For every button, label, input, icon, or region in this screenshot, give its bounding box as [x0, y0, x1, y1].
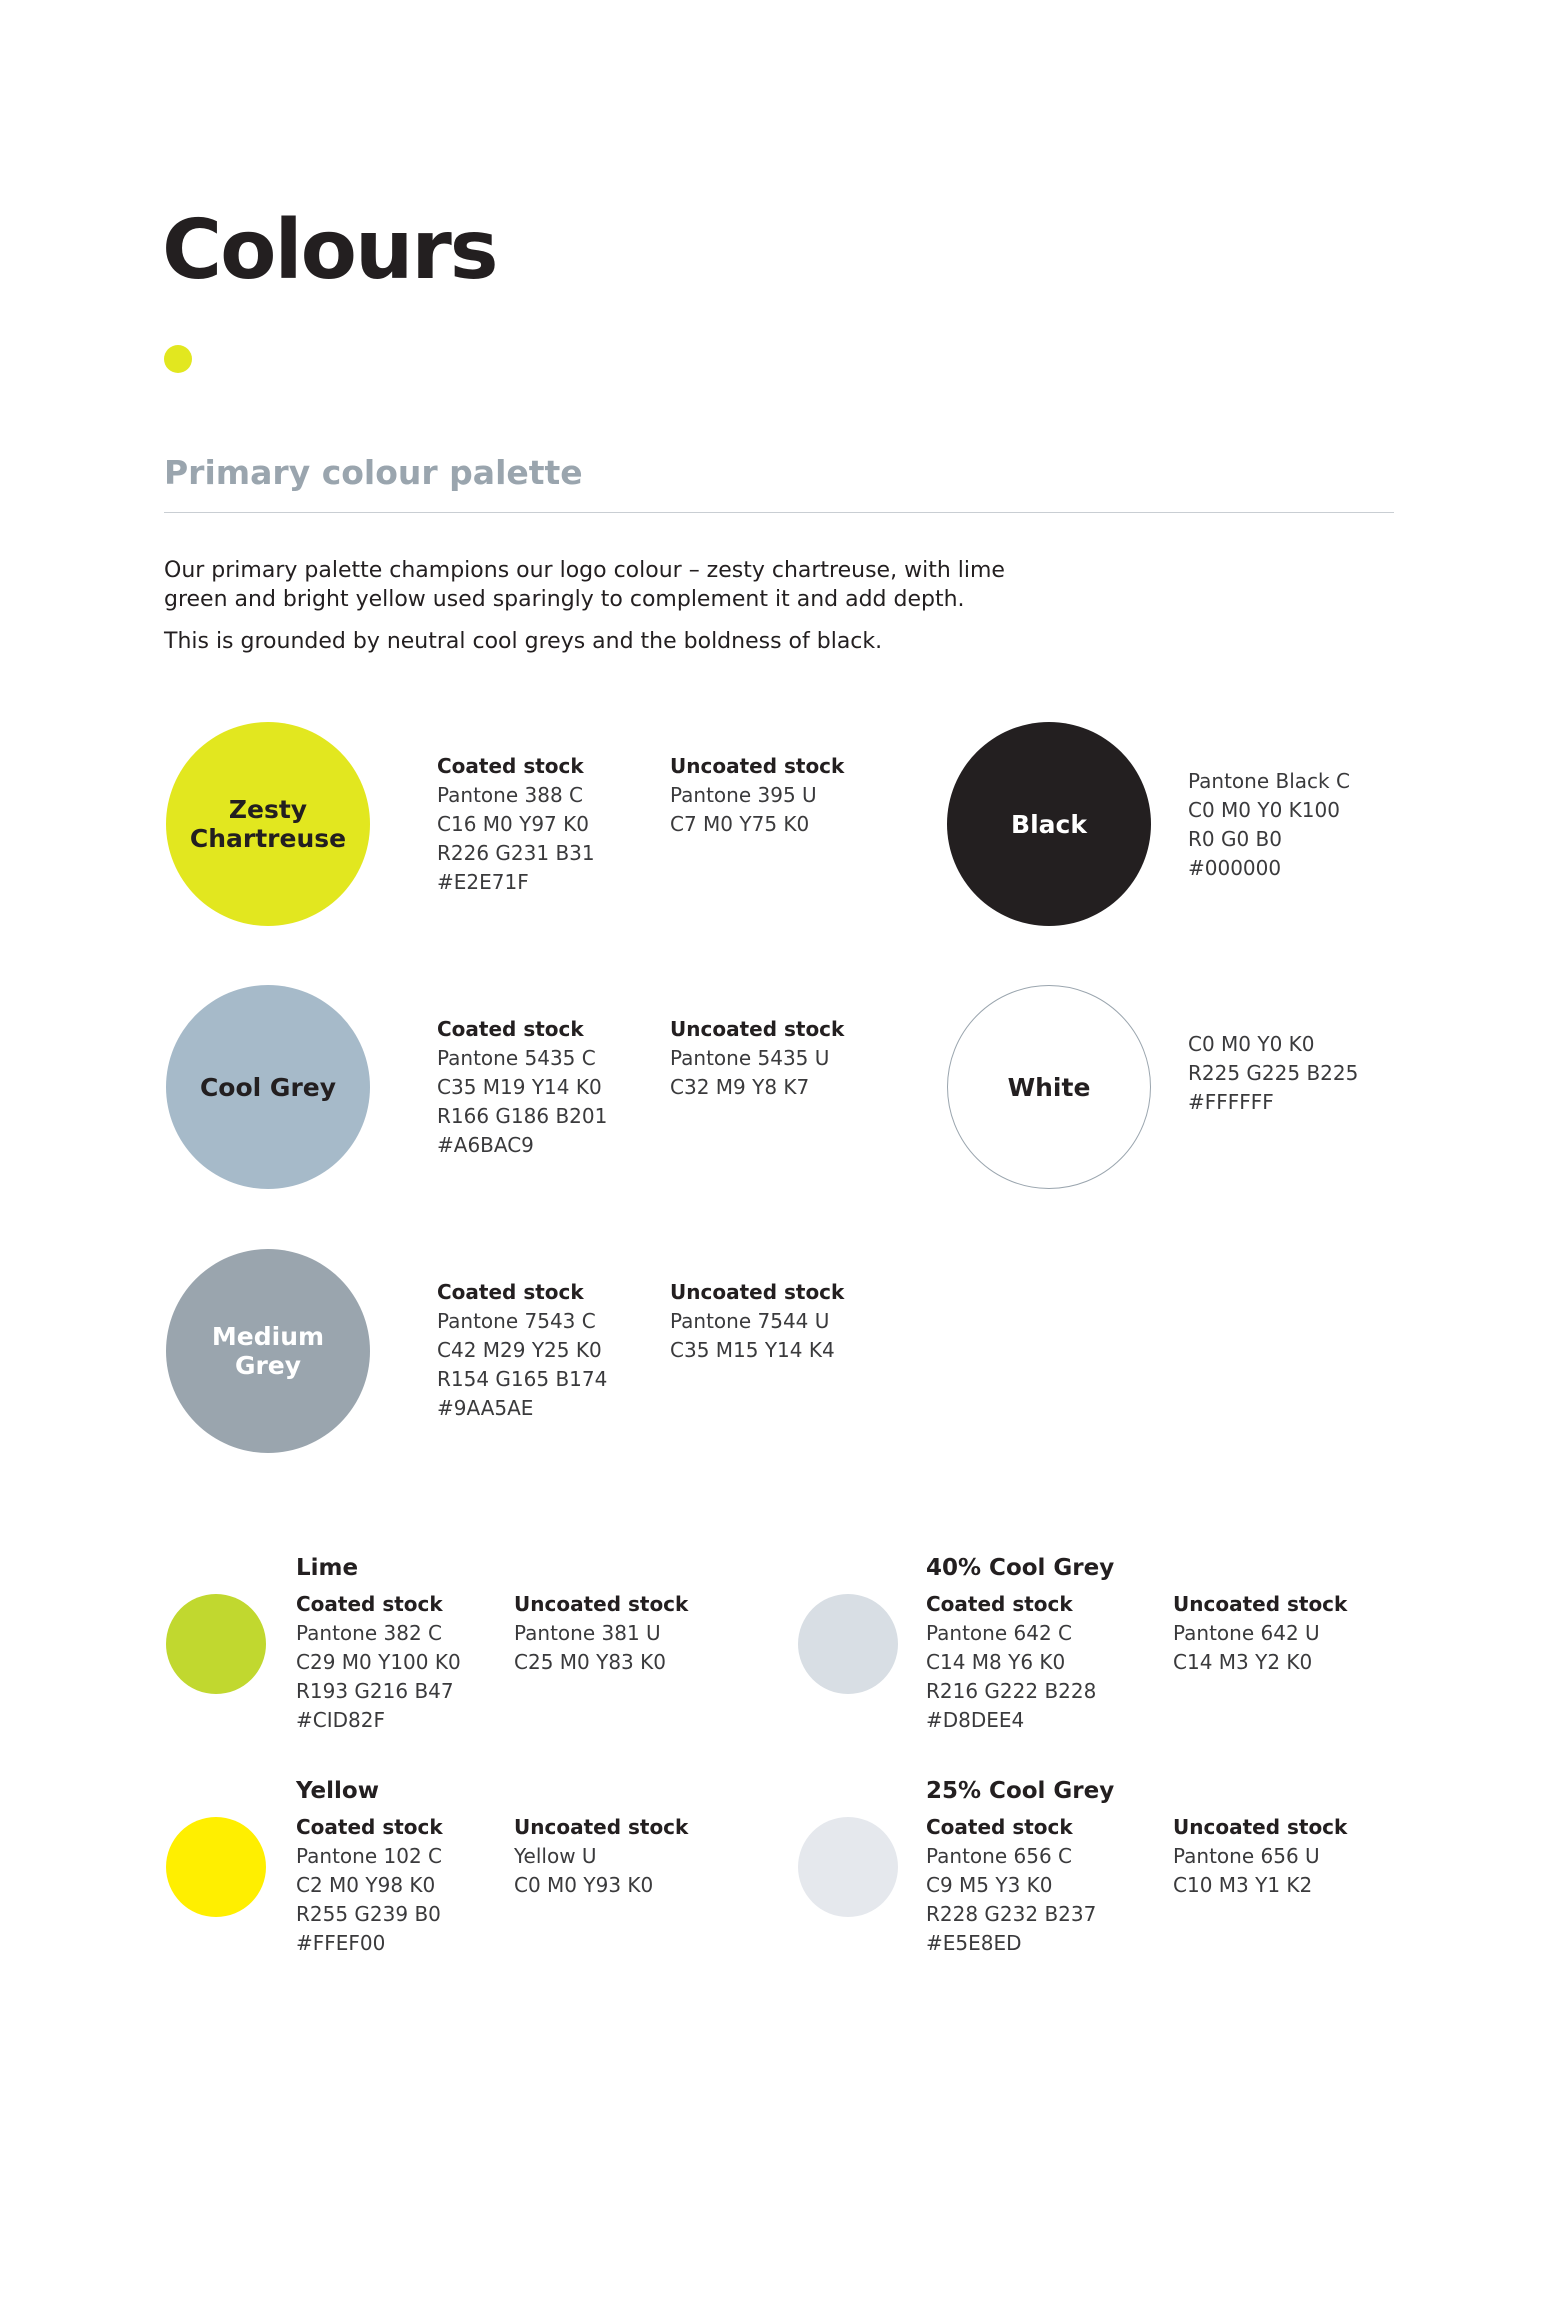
swatch-label: White — [1007, 1072, 1091, 1102]
uncoated-heading: Uncoated stock — [514, 1592, 689, 1616]
swatch-40-cool-grey — [798, 1594, 898, 1694]
coated-spec-medium-grey — [437, 1278, 607, 1423]
coated-spec-25-cool-grey — [926, 1813, 1096, 1958]
swatch-25-cool-grey — [798, 1817, 898, 1917]
coated-heading: Coated stock — [926, 1592, 1073, 1616]
swatch-lime — [166, 1594, 266, 1694]
spec-line: Pantone 395 U — [670, 783, 817, 807]
colour-name-yellow: Yellow — [296, 1778, 379, 1804]
swatch-label: Black — [1011, 809, 1087, 839]
uncoated-heading: Uncoated stock — [514, 1815, 689, 1839]
accent-dot — [164, 345, 192, 373]
spec-line: C0 M0 Y93 K0 — [514, 1873, 654, 1897]
uncoated-spec-lime — [514, 1590, 688, 1677]
spec-line: #E2E71F — [437, 870, 529, 894]
uncoated-heading: Uncoated stock — [670, 1017, 845, 1041]
uncoated-spec-40-cool-grey — [1173, 1590, 1347, 1677]
spec-line: C29 M0 Y100 K0 — [296, 1650, 461, 1674]
coated-spec-yellow — [296, 1813, 443, 1958]
swatch-medium-grey — [166, 1249, 370, 1453]
section-divider — [164, 512, 1394, 513]
spec-line: Pantone 381 U — [514, 1621, 661, 1645]
spec-line: Pantone 382 C — [296, 1621, 443, 1645]
spec-line: C9 M5 Y3 K0 — [926, 1873, 1053, 1897]
spec-line: Pantone 388 C — [437, 783, 584, 807]
swatch-label: Zesty Chartreuse — [189, 795, 347, 853]
spec-line: C14 M8 Y6 K0 — [926, 1650, 1066, 1674]
spec-line: C7 M0 Y75 K0 — [670, 812, 810, 836]
uncoated-spec-yellow — [514, 1813, 688, 1900]
spec-line: Pantone 7544 U — [670, 1309, 830, 1333]
spec-line: C35 M15 Y14 K4 — [670, 1338, 835, 1362]
spec-line: C10 M3 Y1 K2 — [1173, 1873, 1313, 1897]
coated-heading: Coated stock — [296, 1592, 443, 1616]
colour-name-40-cool-grey: 40% Cool Grey — [926, 1555, 1115, 1581]
spec-line: Yellow U — [514, 1844, 597, 1868]
section-heading: Primary colour palette — [164, 453, 583, 492]
coated-heading: Coated stock — [296, 1815, 443, 1839]
spec-line: R225 G225 B225 — [1188, 1061, 1359, 1085]
uncoated-heading: Uncoated stock — [670, 1280, 845, 1304]
spec-line: R255 G239 B0 — [296, 1902, 441, 1926]
spec-line: Pantone 5435 U — [670, 1046, 830, 1070]
spec-line: Pantone 656 U — [1173, 1844, 1320, 1868]
spec-line: R166 G186 B201 — [437, 1104, 608, 1128]
spec-line: Pantone Black C — [1188, 769, 1350, 793]
coated-spec-zesty-chartreuse — [437, 752, 595, 897]
spec-line: R0 G0 B0 — [1188, 827, 1283, 851]
uncoated-heading: Uncoated stock — [1173, 1815, 1348, 1839]
spec-line: C25 M0 Y83 K0 — [514, 1650, 666, 1674]
spec-line: Pantone 5435 C — [437, 1046, 596, 1070]
spec-white — [1188, 1030, 1358, 1117]
colour-name-25-cool-grey: 25% Cool Grey — [926, 1778, 1115, 1804]
spec-line: Pantone 7543 C — [437, 1309, 596, 1333]
spec-line: #D8DEE4 — [926, 1708, 1025, 1732]
coated-heading: Coated stock — [926, 1815, 1073, 1839]
page-title: Colours — [162, 203, 497, 298]
spec-line: C16 M0 Y97 K0 — [437, 812, 589, 836]
spec-line: #FFEF00 — [296, 1931, 386, 1955]
intro-paragraph: Our primary palette champions our logo colour – zesty chartreuse, with lime green and bright yellow used sparingly to complement it and add depth. — [164, 558, 1005, 612]
spec-line: #9AA5AE — [437, 1396, 534, 1420]
swatch-black — [947, 722, 1151, 926]
intro-paragraph: This is grounded by neutral cool greys and the boldness of black. — [164, 629, 883, 654]
spec-line: #000000 — [1188, 856, 1282, 880]
uncoated-spec-cool-grey — [670, 1015, 844, 1102]
spec-line: C14 M3 Y2 K0 — [1173, 1650, 1313, 1674]
spec-black — [1188, 767, 1350, 883]
swatch-white — [947, 985, 1151, 1189]
uncoated-heading: Uncoated stock — [1173, 1592, 1348, 1616]
coated-spec-lime — [296, 1590, 461, 1735]
coated-heading: Coated stock — [437, 1017, 584, 1041]
spec-line: Pantone 642 C — [926, 1621, 1073, 1645]
spec-line: #E5E8ED — [926, 1931, 1022, 1955]
spec-line: Pantone 642 U — [1173, 1621, 1320, 1645]
coated-spec-40-cool-grey — [926, 1590, 1096, 1735]
spec-line: #FFFFFF — [1188, 1090, 1274, 1114]
swatch-cool-grey — [166, 985, 370, 1189]
colour-name-lime: Lime — [296, 1555, 359, 1581]
spec-line: Pantone 656 C — [926, 1844, 1073, 1868]
spec-line: #CID82F — [296, 1708, 385, 1732]
spec-line: R216 G222 B228 — [926, 1679, 1097, 1703]
spec-line: C2 M0 Y98 K0 — [296, 1873, 436, 1897]
uncoated-heading: Uncoated stock — [670, 754, 845, 778]
swatch-yellow — [166, 1817, 266, 1917]
uncoated-spec-medium-grey — [670, 1278, 844, 1365]
spec-line: C42 M29 Y25 K0 — [437, 1338, 602, 1362]
spec-line: Pantone 102 C — [296, 1844, 443, 1868]
spec-line: R154 G165 B174 — [437, 1367, 608, 1391]
spec-line: C0 M0 Y0 K0 — [1188, 1032, 1315, 1056]
swatch-zesty-chartreuse — [166, 722, 370, 926]
uncoated-spec-25-cool-grey — [1173, 1813, 1347, 1900]
swatch-label: Cool Grey — [199, 1072, 337, 1102]
spec-line: R193 G216 B47 — [296, 1679, 454, 1703]
coated-heading: Coated stock — [437, 754, 584, 778]
spec-line: R228 G232 B237 — [926, 1902, 1097, 1926]
coated-spec-cool-grey — [437, 1015, 607, 1160]
spec-line: R226 G231 B31 — [437, 841, 595, 865]
spec-line: C0 M0 Y0 K100 — [1188, 798, 1340, 822]
spec-line: C32 M9 Y8 K7 — [670, 1075, 810, 1099]
spec-line: C35 M19 Y14 K0 — [437, 1075, 602, 1099]
swatch-label: Medium Grey — [211, 1322, 325, 1380]
coated-heading: Coated stock — [437, 1280, 584, 1304]
spec-line: #A6BAC9 — [437, 1133, 534, 1157]
uncoated-spec-zesty-chartreuse — [670, 752, 844, 839]
